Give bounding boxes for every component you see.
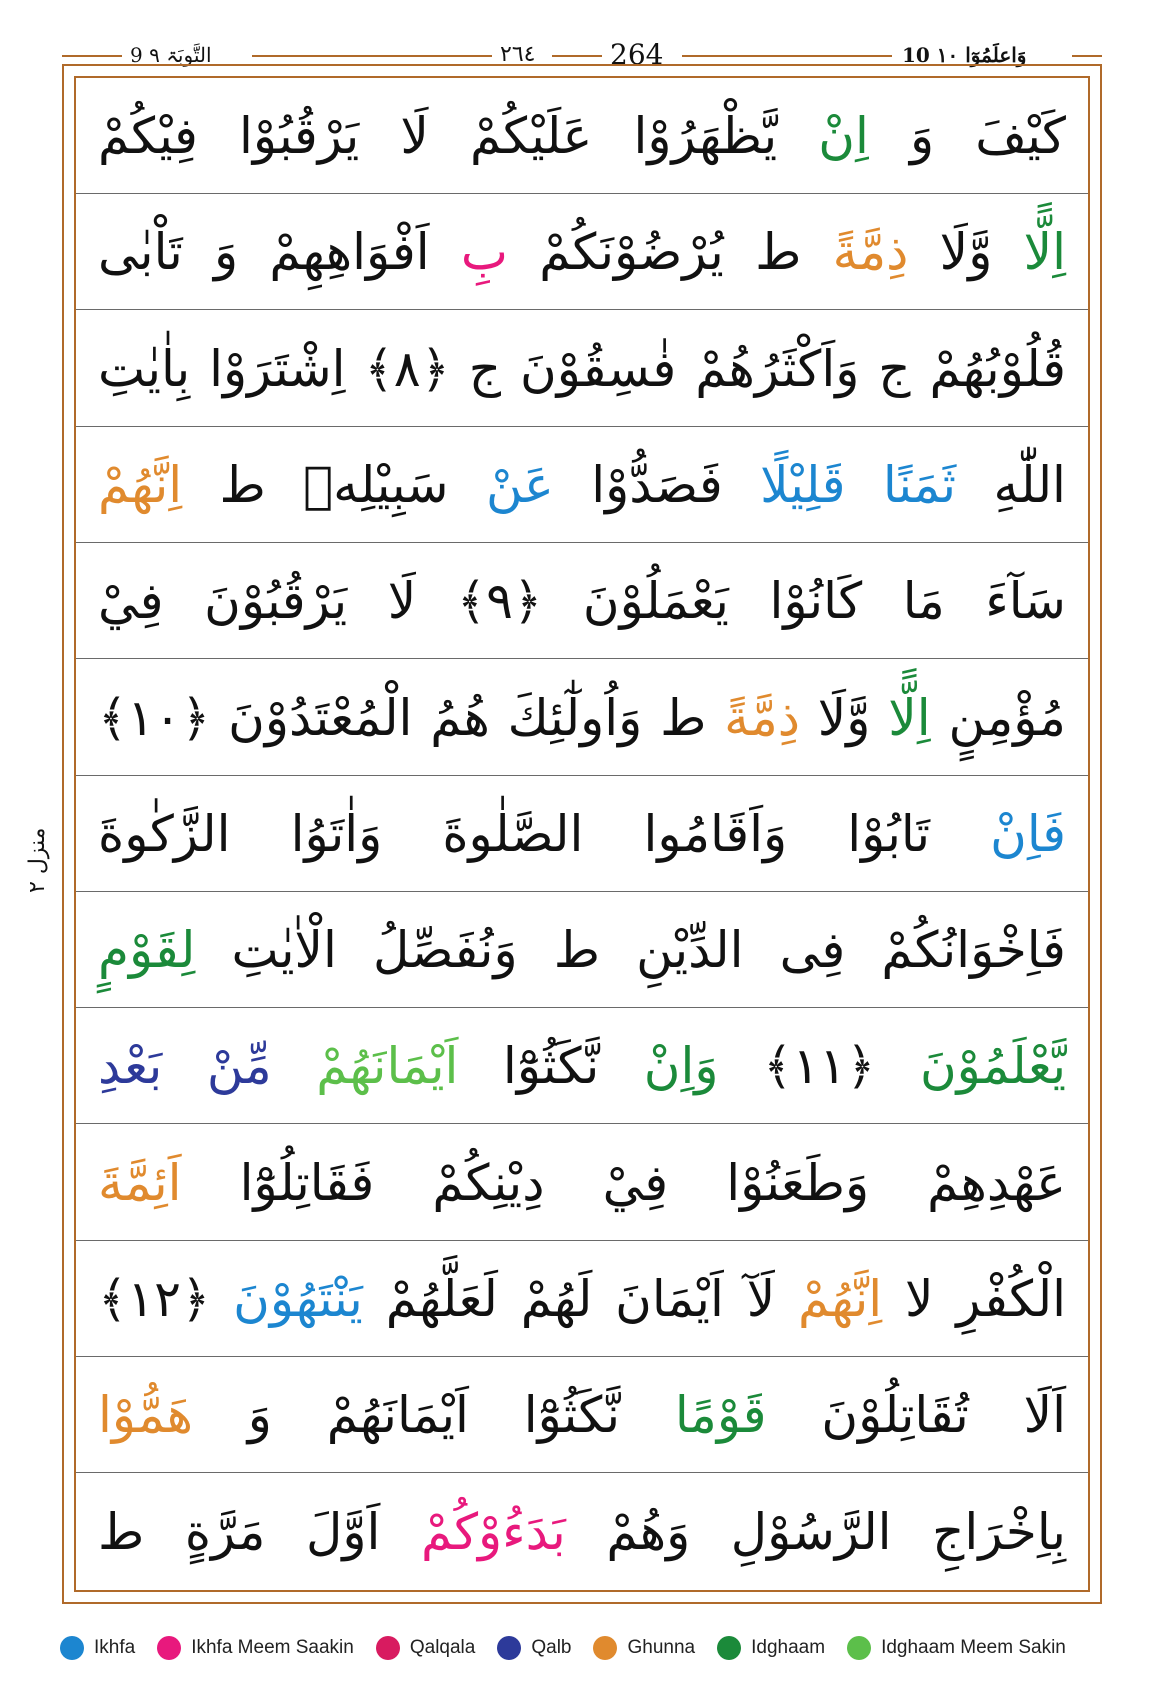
quran-word: كَيْفَ — [975, 107, 1066, 165]
header-rule — [1072, 55, 1102, 57]
quran-word: لَآ — [746, 1270, 776, 1328]
quran-word: اِلًّا — [888, 689, 931, 747]
quran-word: وَاَقَامُوا — [643, 805, 788, 863]
quran-word: وَاُولٰٓئِكَ — [507, 689, 643, 747]
legend-label: Ghunna — [627, 1637, 696, 1658]
quran-word: اَفْوَاهِهِمْ — [269, 223, 430, 281]
page-number: 264 — [610, 38, 664, 71]
quran-word: ط — [755, 223, 802, 281]
quran-word: فٰسِقُوْنَ — [519, 340, 677, 398]
legend-color-dot-icon — [60, 1636, 84, 1660]
quran-word: تَاْبٰى — [98, 223, 183, 281]
legend-item — [60, 1636, 135, 1660]
legend-label: Qalb — [531, 1637, 572, 1658]
quran-word: هُمُ — [430, 689, 490, 747]
quran-line — [76, 776, 1088, 892]
quran-word: فَاِخْوَانُكُمْ — [881, 921, 1066, 979]
quran-line — [76, 543, 1088, 659]
quran-word: يَنْتَهُوْنَ — [233, 1270, 363, 1328]
legend-item — [717, 1636, 825, 1660]
quran-word: فَاِنْ — [990, 805, 1066, 863]
quran-line — [76, 1008, 1088, 1124]
quran-word: الْكُفْرِ — [956, 1270, 1067, 1328]
header-rule — [552, 55, 602, 57]
quran-word: يَعْمَلُوْنَ — [582, 572, 729, 630]
header-rule — [62, 55, 122, 57]
quran-word: قُلُوْبُهُمْ — [929, 340, 1066, 398]
quran-word: قَلِيْلًا — [760, 456, 846, 514]
quran-word: فِى — [779, 921, 846, 979]
legend-color-dot-icon — [847, 1636, 871, 1660]
legend-label: Qalqala — [409, 1637, 476, 1658]
quran-word: ﴿٨﴾ — [364, 340, 450, 398]
manzil-marker: منزل ٢ — [25, 827, 50, 893]
legend-color-dot-icon — [717, 1636, 741, 1660]
surah-name: 9 التَّوبَۃ ٩ — [130, 43, 212, 67]
quran-word: فِيْ — [98, 572, 164, 630]
quran-word: لَعَلَّهُمْ — [385, 1270, 498, 1328]
quran-word: وَّلَا — [817, 689, 871, 747]
quran-word: اَيْمَانَهُمْ — [326, 1386, 469, 1444]
quran-word: بِاٰيٰتِ — [98, 340, 191, 398]
quran-word: وَاٰتَوُا — [290, 805, 383, 863]
quran-word: سَبِيْلِهٖ — [303, 456, 449, 514]
quran-word: مِّنْ — [206, 1037, 272, 1095]
quran-word: يَرْقُبُوْنَ — [204, 572, 348, 630]
quran-word: اَلَا — [1023, 1386, 1067, 1444]
quran-word: ط — [219, 456, 266, 514]
quran-word: مَرَّةٍ — [184, 1503, 266, 1561]
quran-word: اِلًّا — [1023, 223, 1067, 281]
quran-word: الزَّكٰوةَ — [98, 805, 231, 863]
quran-word: لا — [905, 1270, 934, 1328]
quran-line — [76, 194, 1088, 310]
quran-word: ﴿١٠﴾ — [98, 689, 211, 747]
quran-word: بِ — [460, 223, 508, 281]
quran-word: الدِّيْنِ — [636, 921, 744, 979]
quran-word: اَيْمَانَهُمْ — [316, 1037, 459, 1095]
quran-word: بَعْدِ — [98, 1037, 163, 1095]
quran-word: اَيْمَانَ — [615, 1270, 724, 1328]
legend-color-dot-icon — [376, 1636, 400, 1660]
quran-word: فِيْ — [602, 1154, 669, 1212]
quran-word: الرَّسُوْلِ — [730, 1503, 892, 1561]
legend-item — [593, 1636, 695, 1660]
quran-word: ط — [553, 921, 601, 979]
legend-label: Ikhfa Meem Saakin — [191, 1637, 354, 1658]
quran-word: يَّعْلَمُوْنَ — [919, 1037, 1066, 1095]
quran-word: تُقَاتِلُوْنَ — [821, 1386, 969, 1444]
quran-word: الصَّلٰوةَ — [442, 805, 584, 863]
quran-word: ﴿٩﴾ — [456, 572, 543, 630]
quran-line — [76, 1474, 1088, 1590]
quran-word: وَاِنْ — [643, 1037, 719, 1095]
quran-line — [76, 1125, 1088, 1241]
quran-word: لَهُمْ — [520, 1270, 593, 1328]
quran-word: مُؤْمِنٍ — [948, 689, 1066, 747]
quran-line — [76, 78, 1088, 194]
quran-word: مَا — [902, 572, 945, 630]
quran-word: وَنُفَصِّلُ — [373, 921, 518, 979]
quran-word: وَطَعَنُوْا — [726, 1154, 870, 1212]
quran-word: بَدَءُوْكُمْ — [420, 1503, 566, 1561]
quran-word: ط — [98, 1503, 145, 1561]
quran-line — [76, 660, 1088, 776]
quran-word: ج — [468, 340, 502, 398]
quran-word: وَّلَا — [939, 223, 993, 281]
quran-word: لِقَوْمٍ — [98, 921, 196, 979]
quran-word: ذِمَّةً — [724, 689, 800, 747]
quran-line — [76, 1241, 1088, 1357]
quran-word: سَآءَ — [985, 572, 1066, 630]
quran-word: اَئِمَّةَ — [98, 1154, 182, 1212]
legend-item — [497, 1636, 571, 1660]
quran-word: تَابُوْا — [847, 805, 931, 863]
quran-word: اِشْتَرَوْا — [209, 340, 346, 398]
legend-item — [157, 1636, 354, 1660]
legend-item — [376, 1636, 476, 1660]
quran-word: لَا — [400, 107, 429, 165]
legend-label: Idghaam — [751, 1637, 826, 1658]
quran-word: ط — [660, 689, 707, 747]
quran-word: عَلَيْكُمْ — [470, 107, 593, 165]
quran-line — [76, 1357, 1088, 1473]
quran-line — [76, 427, 1088, 543]
quran-word: دِيْنِكُمْ — [432, 1154, 545, 1212]
quran-line — [76, 892, 1088, 1008]
quran-word: ذِمَّةً — [832, 223, 909, 281]
quran-word: يَّظْهَرُوْا — [633, 107, 778, 165]
quran-word: اِنَّهُمْ — [798, 1270, 883, 1328]
quran-word: ﴿١٢﴾ — [98, 1270, 211, 1328]
quran-word: قَوْمًا — [674, 1386, 767, 1444]
quran-word: ﴿١١﴾ — [763, 1037, 876, 1095]
legend-color-dot-icon — [593, 1636, 617, 1660]
legend-label: Ikhfa — [94, 1637, 136, 1658]
legend-label: Idghaam Meem Sakin — [881, 1637, 1066, 1658]
legend-color-dot-icon — [157, 1636, 181, 1660]
quran-word: فِيْكُمْ — [98, 107, 198, 165]
quran-word: لَا — [387, 572, 417, 630]
header-rule — [682, 55, 892, 57]
legend-item — [847, 1636, 1066, 1660]
quran-word: ثَمَنًا — [882, 456, 957, 514]
quran-text-block — [76, 78, 1088, 1590]
quran-word: عَنْ — [485, 456, 554, 514]
quran-word: كَانُوْا — [769, 572, 863, 630]
quran-word: نَّكَثُوْٓا — [523, 1386, 621, 1444]
quran-word: بِاِخْرَاجِ — [932, 1503, 1066, 1561]
quran-word: وَ — [214, 223, 239, 281]
quran-word: فَصَدُّوْا — [591, 456, 723, 514]
quran-word: فَقَاتِلُوْٓا — [239, 1154, 375, 1212]
quran-word: الْمُعْتَدُوْنَ — [228, 689, 413, 747]
quran-word: اِنَّهُمْ — [98, 456, 183, 514]
quran-word: يَرْقُبُوْا — [239, 107, 360, 165]
quran-word: هَمُّوْا — [98, 1386, 193, 1444]
quran-word: وَ — [247, 1386, 272, 1444]
quran-word: وَهُمْ — [606, 1503, 691, 1561]
tajweed-legend — [60, 1628, 1120, 1668]
quran-word: عَهْدِهِمْ — [927, 1154, 1066, 1212]
quran-word: ج — [878, 340, 911, 398]
quran-word: نَّكَثُوْٓا — [502, 1037, 600, 1095]
juz-name: 10 وَاعلَمُوٓا ١٠ — [902, 43, 1027, 67]
quran-word: يُرْضُوْنَكُمْ — [539, 223, 724, 281]
quran-word: اللّٰهِ — [993, 456, 1066, 514]
page-number-arabic: ٢٦٤ — [500, 42, 536, 67]
quran-line — [76, 311, 1088, 427]
quran-word: وَاَكْثَرُهُمْ — [695, 340, 860, 398]
header-rule — [252, 55, 492, 57]
legend-color-dot-icon — [497, 1636, 521, 1660]
quran-word: وَ — [909, 107, 935, 165]
quran-word: اِنْ — [818, 107, 869, 165]
quran-word: الْاٰيٰتِ — [231, 921, 337, 979]
quran-word: اَوَّلَ — [305, 1503, 381, 1561]
